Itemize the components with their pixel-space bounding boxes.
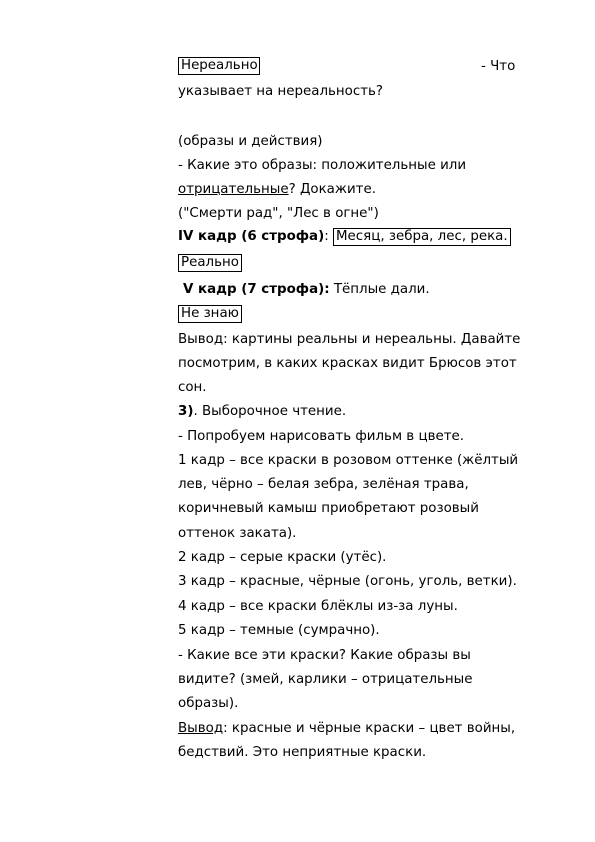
line-20: 2 кадр – серые краски (утёс). xyxy=(178,550,387,565)
line-16: 1 кадр – все краски в розовом оттенке (жёлтый xyxy=(178,453,519,468)
answer-box-unreal: Нереально xyxy=(178,57,260,75)
line-13: сон. xyxy=(178,380,207,395)
line-7: IV кадр (6 строфа): Месяц, зебра, лес, река. xyxy=(178,228,511,246)
line-26: образы). xyxy=(178,696,239,711)
line-14: 3). Выборочное чтение. xyxy=(178,404,347,419)
line-25: видите? (змей, карлики – отрицательные xyxy=(178,672,473,687)
answer-box-real: Реально xyxy=(178,254,242,272)
line-12: посмотрим, в каких красках видит Брюсов этот xyxy=(178,356,517,371)
line-8 xyxy=(178,254,242,272)
line-23: 5 кадр – темные (сумрачно). xyxy=(178,623,380,638)
underlined-word: отрицательные xyxy=(178,182,289,197)
line-24: - Какие все эти краски? Какие образы вы xyxy=(178,648,471,663)
line-9: V кадр (7 строфа): Тёплые дали. xyxy=(183,282,430,297)
line-18: коричневый камыш приобретают розовый xyxy=(178,501,479,516)
line-3: (образы и действия) xyxy=(178,134,323,149)
line-19: оттенок заката). xyxy=(178,526,297,541)
line-28: бедствий. Это неприятные краски. xyxy=(178,745,427,760)
line-11: Вывод: картины реальны и нереальны. Давайте xyxy=(178,332,521,347)
line-2: указывает на нереальность? xyxy=(178,84,384,99)
conclusion-label: Вывод xyxy=(178,721,224,736)
line-1-tail: - Что xyxy=(481,59,516,74)
line-21: 3 кадр – красные, чёрные (огонь, уголь, ветки). xyxy=(178,574,517,589)
line-5: отрицательные? Докажите. xyxy=(178,182,376,197)
frame-v-heading: V кадр (7 строфа): xyxy=(183,282,330,297)
line-6: ("Смерти рад", "Лес в огне") xyxy=(178,206,379,221)
line-4: - Какие это образы: положительные или xyxy=(178,158,467,173)
answer-box-dont-know: Не знаю xyxy=(178,305,242,323)
line-27: Вывод: красные и чёрные краски – цвет войны, xyxy=(178,721,516,736)
answer-box-frame-iv: Месяц, зебра, лес, река. xyxy=(333,228,511,246)
line-15: - Попробуем нарисовать фильм в цвете. xyxy=(178,429,464,444)
frame-iv-heading: IV кадр (6 строфа) xyxy=(178,229,325,244)
line-22: 4 кадр – все краски блёклы из-за луны. xyxy=(178,599,458,614)
line-1 xyxy=(178,57,260,75)
line-10 xyxy=(178,305,242,323)
line-17: лев, чёрно – белая зебра, зелёная трава, xyxy=(178,477,469,492)
